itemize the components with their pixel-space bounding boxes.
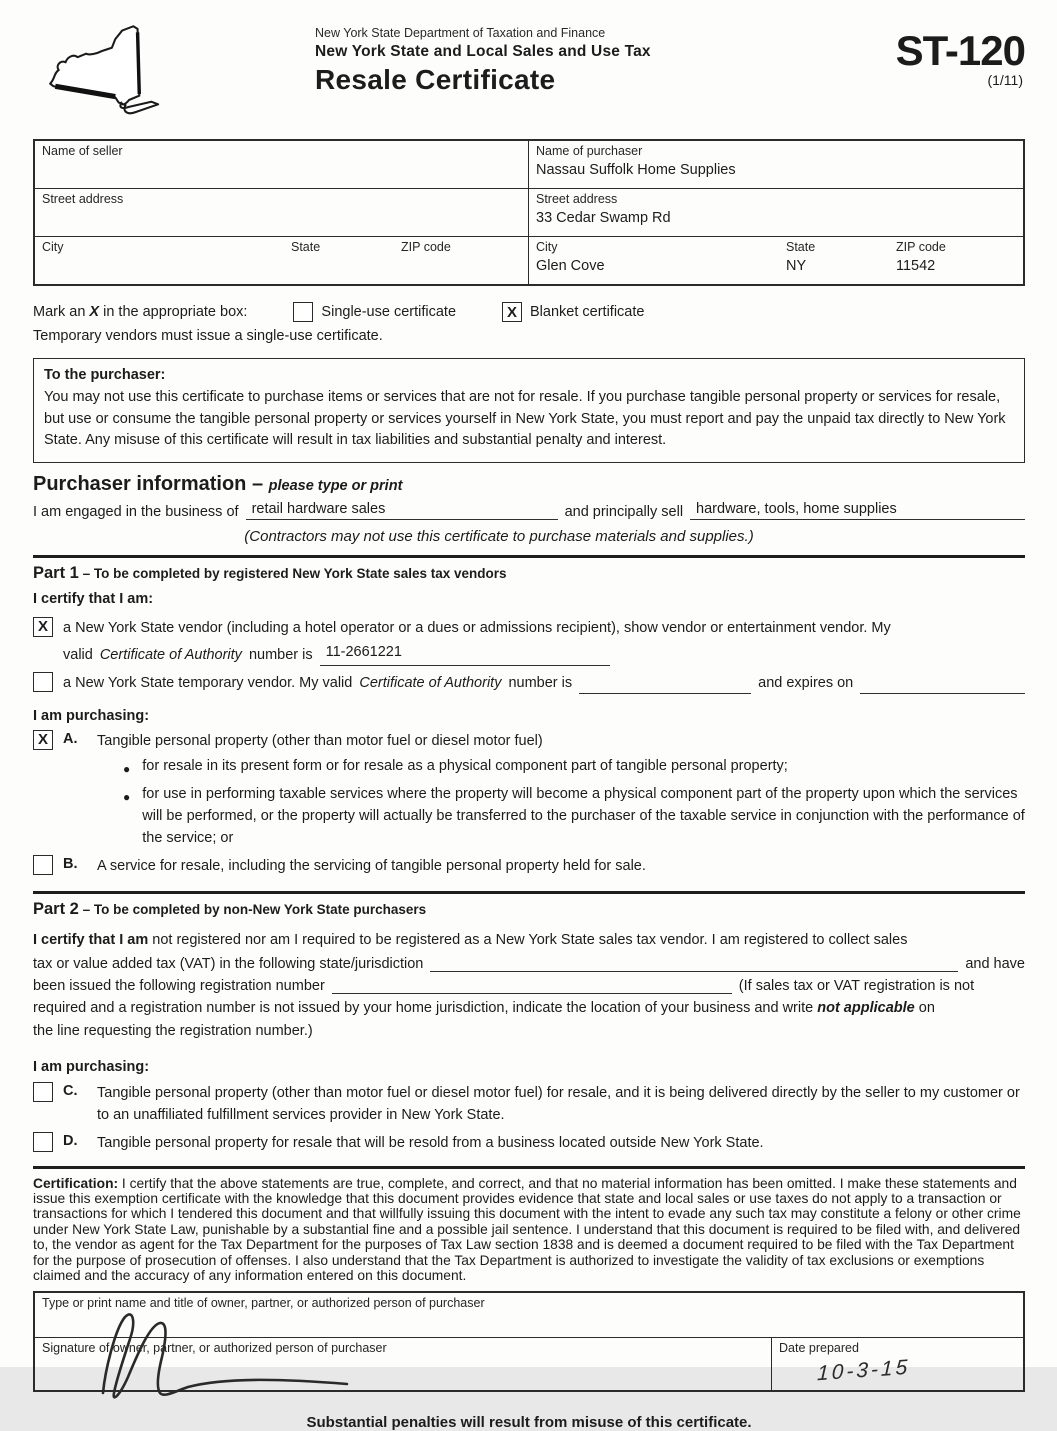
date-prepared-field[interactable]: 10-3-15 — [816, 1356, 911, 1386]
single-use-checkbox[interactable] — [293, 302, 313, 322]
principally-sell-field[interactable]: hardware, tools, home supplies — [690, 501, 1025, 520]
vendor-text-line1: a New York State vendor (including a hotel operator or a dues or admissions recipient), show vendor or entertainment vendor. My — [63, 619, 891, 636]
blanket-checkbox[interactable]: X — [502, 302, 522, 322]
form-revision: (1/11) — [987, 72, 1023, 88]
certification-section — [33, 1166, 1025, 1284]
temp-number-is-label: number is — [508, 674, 573, 691]
temp-coa-number-field[interactable] — [579, 676, 751, 694]
seller-state-label: State — [291, 240, 321, 254]
bullet-text: for use in performing taxable services where the property will become a physical component part of the property upon which the services will be performed, or the property will actually be transferred to the purchaser of the taxable service in conjunction with the performance of the service; or — [142, 785, 1025, 846]
part2-section — [33, 891, 1025, 1154]
principally-sell-label: and principally sell — [564, 503, 684, 520]
page-title: Resale Certificate — [315, 64, 556, 95]
vendor-valid-label: valid — [63, 646, 93, 663]
jurisdiction-label: tax or value added tax (VAT) in the following state/jurisdiction — [33, 955, 424, 972]
temporary-vendor-note: Temporary vendors must issue a single-use certificate. — [33, 328, 383, 344]
purchaser-city-field[interactable]: Glen Cove — [536, 258, 605, 274]
purchaser-info-heading: Purchaser information – please type or print — [33, 472, 403, 495]
part1-certify-heading: I certify that I am: — [33, 590, 154, 607]
seller-zip-label: ZIP code — [401, 240, 451, 254]
certification-paragraph: Certification: I certify that the above statements are true, complete, and correct, and that no material information has been omitted. I make these statements and issue this exemption certificate with the knowledge that this document provides evidence that state and local sales or use taxes do not apply to a transaction or transactions for which I tendered this document and that willfully issuing this document with the intent to evade any such tax may constitute a felony or other crime under New York State Law, punishable by a substantial fine and a possible jail sentence. I understand that this document is required to be filed with, and delivered to, the vendor as agent for the Tax Department for the purposes of Tax Law section 1838 and is deemed a document required to be filed with the Tax Department for the purpose of prosecution of offenses. I also understand that the Tax Department is authorized to investigate the validity of tax exclusions or exemptions claimed and the accuracy of any information entered on this document. — [33, 1175, 1021, 1283]
purchaser-state-field[interactable]: NY — [786, 258, 807, 274]
part2-heading: Part 2 – To be completed by non-New York State purchasers — [33, 899, 427, 918]
signature-field[interactable] — [35, 1338, 771, 1390]
department-line: New York State Department of Taxation and Finance — [315, 26, 606, 40]
item-c-checkbox[interactable] — [33, 1082, 53, 1102]
blanket-label: Blanket certificate — [530, 304, 645, 320]
vendor-number-is-label: number is — [248, 646, 313, 663]
seller-name-label: Name of seller — [42, 144, 123, 158]
certificate-type-section — [33, 302, 1025, 344]
and-have-label: and have — [965, 955, 1025, 972]
registration-number-label: been issued the following registration number — [33, 977, 325, 994]
seller-street-field[interactable] — [42, 210, 521, 227]
registration-number-field[interactable] — [332, 976, 732, 994]
part1-section — [33, 555, 1025, 877]
item-d-checkbox[interactable] — [33, 1132, 53, 1152]
parties-table — [33, 139, 1025, 286]
part2-note-line2: the line requesting the registration number.) — [33, 1022, 313, 1039]
seller-city-label: City — [42, 240, 64, 254]
item-b-letter: B. — [63, 855, 78, 872]
item-c-text: Tangible personal property (other than motor fuel or diesel motor fuel) for resale, and it is being delivered directly by the seller to my customer or to an unaffiliated fulfillment services provider in New York State. — [97, 1084, 1020, 1123]
item-d-letter: D. — [63, 1132, 78, 1149]
bullet-text: for resale in its present form or for resale as a physical component part of tangible personal property; — [142, 757, 788, 774]
tax-type-line: New York State and Local Sales and Use Tax — [315, 43, 651, 60]
expires-date-field[interactable] — [860, 676, 1025, 694]
purchaser-street-field[interactable]: 33 Cedar Swamp Rd — [536, 210, 671, 226]
purchaser-zip-field[interactable]: 11542 — [896, 258, 936, 274]
list-item — [123, 783, 1025, 849]
business-type-field[interactable]: retail hardware sales — [246, 501, 558, 520]
purchaser-city-label: City — [536, 240, 558, 254]
part2-certify-line1: I certify that I am not registered nor am I required to be registered as a New York State sales tax vendor. I am registered to collect sales — [33, 931, 908, 948]
form-header — [33, 14, 1025, 127]
form-number: ST-120 — [895, 27, 1025, 74]
coa-italic-label: Certificate of Authority — [359, 674, 502, 691]
seller-city-field[interactable] — [42, 258, 291, 275]
seller-state-field[interactable] — [291, 258, 401, 275]
part2-note-line: required and a registration number is not issued by your home jurisdiction, indicate the location of your business and write not applicable on — [33, 999, 935, 1016]
seller-name-field[interactable] — [42, 162, 521, 179]
type-name-row[interactable] — [35, 1293, 1023, 1338]
item-a-letter: A. — [63, 730, 78, 747]
item-a-text: Tangible personal property (other than motor fuel or diesel motor fuel) — [97, 732, 543, 749]
list-item — [123, 755, 1025, 780]
engaged-label: I am engaged in the business of — [33, 503, 239, 520]
purchaser-name-label: Name of purchaser — [536, 144, 643, 158]
item-d — [33, 1132, 1025, 1154]
coa-number-field[interactable]: 11-2661221 — [320, 641, 610, 666]
part1-heading: Part 1 – To be completed by registered New York State sales tax vendors — [33, 563, 507, 582]
date-prepared-label: Date prepared — [779, 1341, 859, 1356]
vendor-item — [33, 617, 1025, 666]
temp-vendor-item — [33, 672, 1025, 694]
to-purchaser-heading: To the purchaser: — [44, 367, 166, 383]
item-b-text: A service for resale, including the servicing of tangible personal property held for sale. — [97, 857, 646, 874]
purchaser-name-field[interactable]: Nassau Suffolk Home Supplies — [536, 162, 736, 178]
penalties-footer: Substantial penalties will result from misuse of this certificate. — [306, 1414, 752, 1431]
expires-label: and expires on — [758, 674, 854, 691]
contractors-note: (Contractors may not use this certificate to purchase materials and supplies.) — [244, 527, 754, 545]
table-row — [35, 141, 1023, 188]
item-c-letter: C. — [63, 1082, 78, 1099]
purchaser-street-label: Street address — [536, 192, 618, 206]
seller-street-label: Street address — [42, 192, 124, 206]
purchaser-zip-label: ZIP code — [896, 240, 946, 254]
mark-x-label: Mark an X in the appropriate box: — [33, 304, 248, 320]
purchasing1-heading: I am purchasing: — [33, 707, 150, 724]
table-row — [35, 236, 1023, 284]
item-a — [33, 730, 1025, 849]
purchaser-state-label: State — [786, 240, 816, 254]
item-b — [33, 855, 1025, 877]
vat-note-start: (If sales tax or VAT registration is not — [738, 977, 975, 994]
to-purchaser-box — [33, 358, 1025, 463]
ny-state-logo-icon — [33, 14, 223, 127]
temp-vendor-checkbox[interactable] — [33, 672, 53, 692]
jurisdiction-field[interactable] — [430, 954, 958, 972]
coa-italic-label: Certificate of Authority — [99, 646, 242, 663]
table-row — [35, 188, 1023, 236]
to-purchaser-body: You may not use this certificate to purchase items or services that are not for resale. If you purchase tangible personal property or services for resale, but use or consume the tangible personal property or services yourself in New York State, you must report and pay the unpaid tax directly to New York State. Any misuse of this certificate will result in tax liabilities and substantial penalty and interest. — [44, 389, 1006, 448]
type-name-label: Type or print name and title of owner, partner, or authorized person of purchaser — [42, 1296, 485, 1311]
seller-zip-field[interactable] — [401, 258, 521, 275]
item-c — [33, 1082, 1025, 1126]
bullet-icon: ● — [123, 789, 131, 804]
temp-vendor-text: a New York State temporary vendor. My valid — [63, 674, 353, 691]
item-a-checkbox[interactable]: X — [33, 730, 53, 750]
item-b-checkbox[interactable] — [33, 855, 53, 875]
vendor-checkbox[interactable]: X — [33, 617, 53, 637]
purchasing2-heading: I am purchasing: — [33, 1058, 150, 1075]
bullet-icon: ● — [123, 761, 131, 776]
signature-block — [33, 1291, 1025, 1392]
purchaser-info-section — [33, 473, 1025, 545]
signature-label: Signature of owner, partner, or authorized person of purchaser — [42, 1341, 387, 1356]
date-prepared-cell — [771, 1338, 1023, 1390]
single-use-label: Single-use certificate — [321, 304, 457, 320]
item-d-text: Tangible personal property for resale that will be resold from a business located outside New York State. — [97, 1134, 764, 1151]
